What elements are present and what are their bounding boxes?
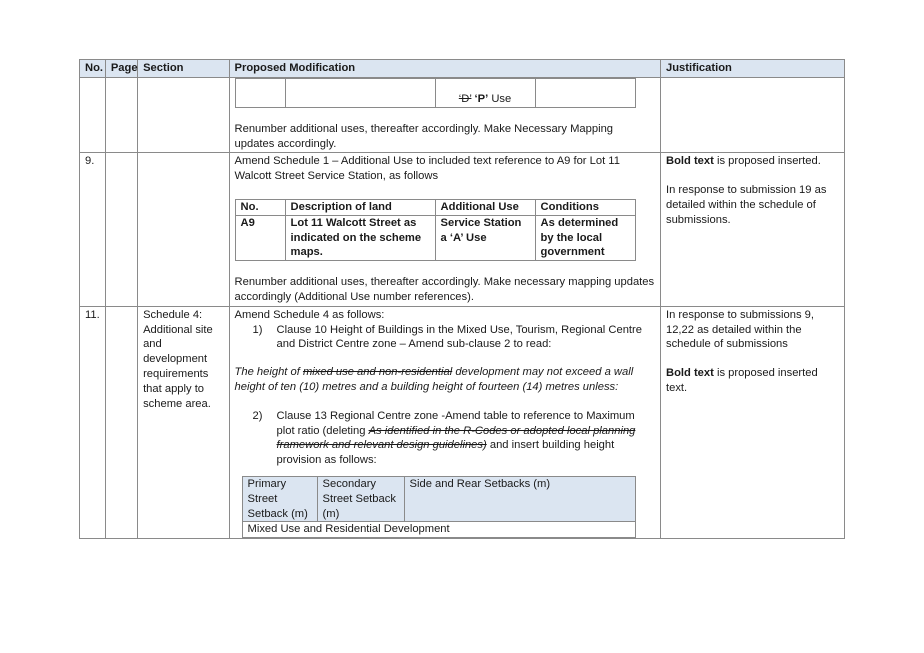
inner-cell-use: Service Station a ‘A’ Use (435, 215, 535, 260)
renumber-text: Renumber additional uses, thereafter accordingly. Make Necessary Mapping updates accordingly. (234, 122, 614, 150)
inner-header-use: Additional Use (435, 199, 535, 215)
old-use-class: ‘D’ (458, 93, 472, 105)
inner-header-desc: Description of land (285, 199, 435, 215)
additional-use-table (235, 199, 636, 261)
just-submission-text: In response to submission 19 as detailed within the schedule of submissions. (665, 184, 827, 226)
inner-header-no: No. (235, 199, 285, 215)
new-use-class: ‘P’ (474, 93, 489, 105)
header-row (80, 60, 845, 78)
row-number: 9. (80, 153, 106, 306)
header-section: Section (138, 60, 229, 78)
just-text: is proposed inserted text. (665, 367, 818, 394)
setback-secondary-header: Secondary Street Setback (m) (317, 476, 404, 521)
header-page: Page (105, 60, 137, 78)
header-no: No. (80, 60, 106, 78)
header-proposed-modification: Proposed Modification (229, 60, 660, 78)
item-1-text: Clause 10 Height of Buildings in the Mixed Use, Tourism, Regional Centre and District Centre zone – Amend sub-clause 2 to read: (276, 323, 642, 351)
table-row (80, 77, 845, 153)
setback-mixed-use-row: Mixed Use and Residential Development (242, 522, 635, 538)
setback-side-header: Side and Rear Setbacks (m) (404, 476, 635, 521)
inner-cell-desc: Lot 11 Walcott Street as indicated on the scheme maps. (285, 215, 435, 260)
header-justification: Justification (660, 60, 844, 78)
use-word: Use (491, 93, 512, 105)
just-text: is proposed inserted. (716, 155, 821, 168)
table-row (80, 306, 845, 538)
setback-primary-header: Primary Street Setback (m) (242, 476, 317, 521)
setback-table (242, 476, 636, 538)
item-2-text: Clause 13 Regional Centre zone -Amend table to reference to Maximum plot ratio (deleting As identified in the R-Codes or adopted local planning framework and relevant design guidelines) and insert building height provision as follows: (276, 409, 636, 467)
list-item: 1) Clause 10 Height of Buildings in the Mixed Use, Tourism, Regional Centre and District Centre zone – Amend sub-clause 2 to read: (235, 323, 655, 353)
inner-header-cond: Conditions (535, 199, 635, 215)
amend-schedule-1-text: Amend Schedule 1 – Additional Use to included text reference to A9 for Lot 11 Walcott Street Service Station, as follows (234, 155, 620, 183)
table-row (80, 153, 845, 306)
just-submission-text: In response to submissions 9, 12,22 as detailed within the schedule of submissions (665, 308, 814, 351)
continuation-use-table (235, 78, 636, 108)
just-bold-text: Bold text (665, 367, 714, 380)
just-bold-text: Bold text (665, 155, 714, 168)
list-item: 2) Clause 13 Regional Centre zone -Amend table to reference to Maximum plot ratio (deleting As identified in the R-Codes or adopted local planning framework and relevant design guidelines) and insert building height provision as follows: (235, 409, 655, 468)
row-number: 11. (80, 306, 106, 538)
renumber-text: Renumber additional uses, thereafter accordingly. Make necessary mapping updates accordingly (Additional Use number references). (234, 276, 655, 303)
modifications-table (79, 59, 845, 539)
amend-schedule-4-text: Amend Schedule 4 as follows: (234, 308, 385, 321)
height-quote: The height of mixed use and non-residential development may not exceed a wall height of ten (10) metres and a building height of fourteen (14) metres unless: (234, 366, 634, 393)
inner-cell-cond: As determined by the local government (535, 215, 635, 260)
section-text: Schedule 4: Additional site and development requirements that apply to scheme area. (138, 306, 229, 538)
inner-cell-no: A9 (235, 215, 285, 260)
